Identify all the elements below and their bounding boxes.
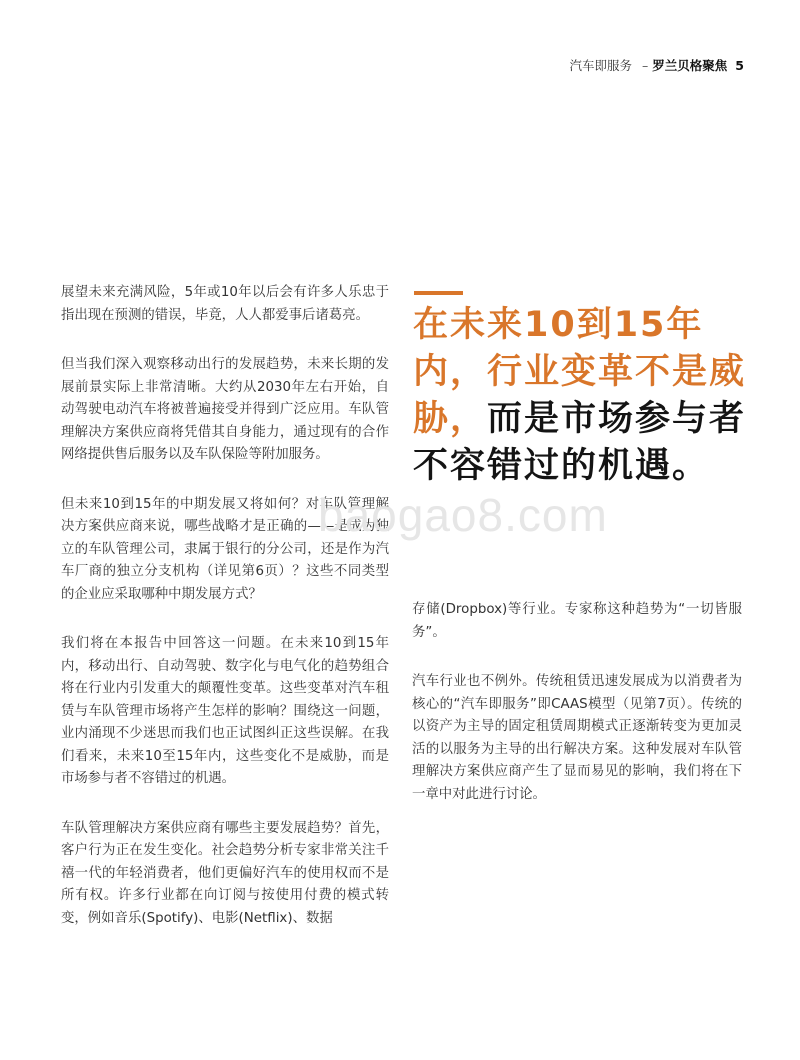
paragraph: 但当我们深入观察移动出行的发展趋势，未来长期的发展前景实际上非常清晰。大约从2030年左右开始，自动驾驶电动汽车将被普遍接受并得到广泛应用。车队管理解决方案供应商将凭借其自身能力，通过现有的合作网络提供售后服务以及车队保险等附加服务。 <box>61 357 389 462</box>
pull-quote <box>413 302 753 490</box>
header-brand: 罗兰贝格聚焦 <box>652 58 728 73</box>
paragraph: 但未来10到15年的中期发展又将如何？对车队管理解决方案供应商来说，哪些战略才是正确的——是成为独立的车队管理公司，隶属于银行的分公司，还是作为汽车厂商的独立分支机构（详见第6页）？这些不同类型的企业应采取哪种中期发展方式？ <box>61 496 389 602</box>
pull-quote-rest: 而是市场参与者不容错过的机遇。 <box>413 399 747 486</box>
pull-quote-highlight: 在未来10到15年内，行业变革不是威胁， <box>413 305 747 439</box>
header-separator: – <box>642 58 649 73</box>
paragraph: 车队管理解决方案供应商有哪些主要发展趋势？首先，客户行为正在发生变化。社会趋势分析专家非常关注千禧一代的年轻消费者，他们更偏好汽车的使用权而不是所有权。许多行业都在向订阅与按使用付费的模式转变，例如音乐(Spotify)、电影(Netflix)、数据 <box>61 820 389 926</box>
header-section: 汽车即服务 <box>569 58 633 73</box>
paragraph: 展望未来充满风险，5年或10年以后会有许多人乐忠于指出现在预测的错误，毕竟，人人都爱事后诸葛亮。 <box>61 285 389 323</box>
left-column <box>61 282 389 957</box>
running-header <box>570 56 744 74</box>
paragraph: 我们将在本报告中回答这一问题。在未来10到15年内，移动出行、自动驾驶、数字化与电气化的趋势组合将在行业内引发重大的颠覆性变革。这些变革对汽车租赁与车队管理市场将产生怎样的影响？围绕这一问题，业内涌现不少迷思而我们也正试图纠正这些误解。在我们看来，未来10至15年内，这些变化不是威胁，而是市场参与者不容错过的机遇。 <box>61 636 389 786</box>
paragraph: 存储(Dropbox)等行业。专家称这种趋势为“一切皆服务”。 <box>412 602 742 640</box>
pull-quote-rule <box>414 291 463 295</box>
right-column <box>412 599 742 833</box>
page-number: 5 <box>735 58 744 73</box>
watermark: baogao8.com <box>318 489 608 541</box>
paragraph: 汽车行业也不例外。传统租赁迅速发展成为以消费者为核心的“汽车即服务”即CAAS模型（见第7页）。传统的以资产为主导的固定租赁周期模式正逐渐转变为更加灵活的以服务为主导的出行解决方案。这种发展对车队管理解决方案供应商产生了显而易见的影响，我们将在下一章中对此进行讨论。 <box>412 674 742 802</box>
